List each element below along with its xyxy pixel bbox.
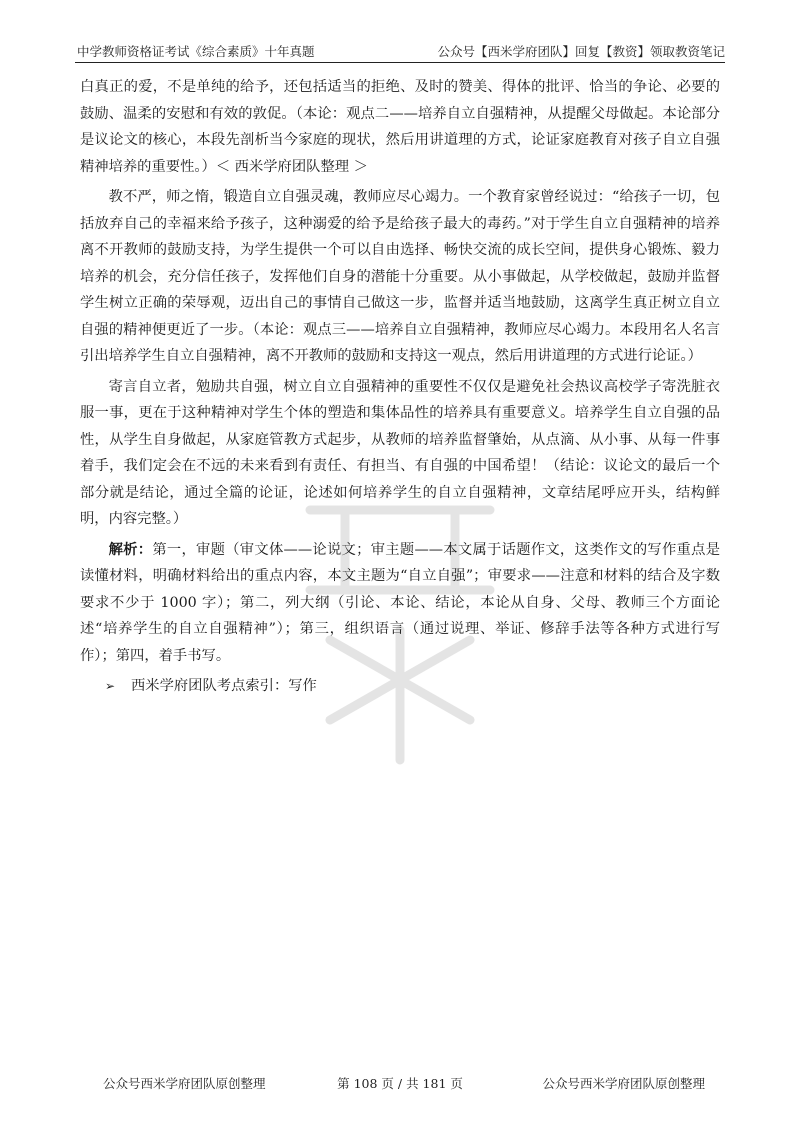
analysis-paragraph [80,537,720,670]
page-header [75,40,725,63]
header-title: 中学教师资格证考试《综合素质》十年真题 [77,44,315,59]
topic-index-text: 西米学府团队考点索引：写作 [131,678,317,694]
header-promo: 公众号【西米学府团队】回复【教资】领取教资笔记 [437,44,725,59]
paragraph-1: 白真正的爱，不是单纯的给予，还包括适当的拒绝、及时的赞美、得体的批评、恰当的争论、必要的鼓励、温柔的安慰和有效的敦促。（本论：观点二——培养自立自强精神，从提醒父母做起。本论部分是议论文的核心，本段先剖析当今家庭的现状，然后用讲道理的方式，论证家庭教育对孩子自立自强精神培养的重要性。）＜ 西米学府团队整理 ＞ [80,79,720,175]
analysis-text: 第一，审题（审文体——论说文；审主题——本文属于话题作文，这类作文的写作重点是读懂材料，明确材料给出的重点内容，本文主题为“自立自强”；审要求——注意和材料的结合及字数要求不少于 1000 字）；第二，列大纲（引论、本论、结论，本论从自身、父母、教师三个方面论述“培养学生的自立自强精神”）；第三，组织语言（通过说理、举证、修辞手法等各种方式进行写作）；第四，着手书写。 [80,541,720,664]
paragraph-3: 寄言自立者，勉励共自强，树立自立自强精神的重要性不仅仅是避免社会热议高校学子寄洗脏衣服一事，更在于这种精神对学生个体的塑造和集体品性的培养具有重要意义。培养学生自立自强的品性，从学生自身做起，从家庭管教方式起步，从教师的培养监督肇始，从点滴、从小事、从每一件事着手，我们定会在不远的未来看到有责任、有担当、有自强的中国希望！（结论：议论文的最后一个部分就是结论，通过全篇的论证，论述如何培养学生的自立自强精神，文章结尾呼应开头，结构鲜明，内容完整。） [80,378,720,527]
arrow-bullet-icon: ➢ [105,679,116,693]
footer-right: 公众号西米学府团队原创整理 [542,1076,705,1091]
page-footer [75,1074,725,1096]
analysis-label: 解析： [108,541,153,558]
footer-left: 公众号西米学府团队原创整理 [103,1076,266,1091]
paragraph-2: 教不严，师之惰，锻造自立自强灵魂，教师应尽心竭力。一个教育家曾经说过：“给孩子一切，包括放弃自己的幸福来给予孩子，这种溺爱的给予是给孩子最大的毒药。”对于学生自立自强精神的培养离不开教师的鼓励支持，为学生提供一个可以自由选择、畅快交流的成长空间，提供身心锻炼、毅力培养的机会，充分信任孩子，发挥他们自身的潜能十分重要。从小事做起，从学校做起，鼓励并监督学生树立正确的荣辱观，迈出自己的事情自己做这一步，监督并适当地鼓励，这离学生真正树立自立自强的精神便更近了一步。（本论：观点三——培养自立自强精神，教师应尽心竭力。本段用名人名言引出培养学生自立自强精神，离不开教师的鼓励和支持这一观点，然后用讲道理的方式进行论证。） [80,189,720,364]
topic-index-line [80,673,720,700]
document-body [80,74,720,704]
page-number: 第 108 页 / 共 181 页 [337,1076,463,1091]
